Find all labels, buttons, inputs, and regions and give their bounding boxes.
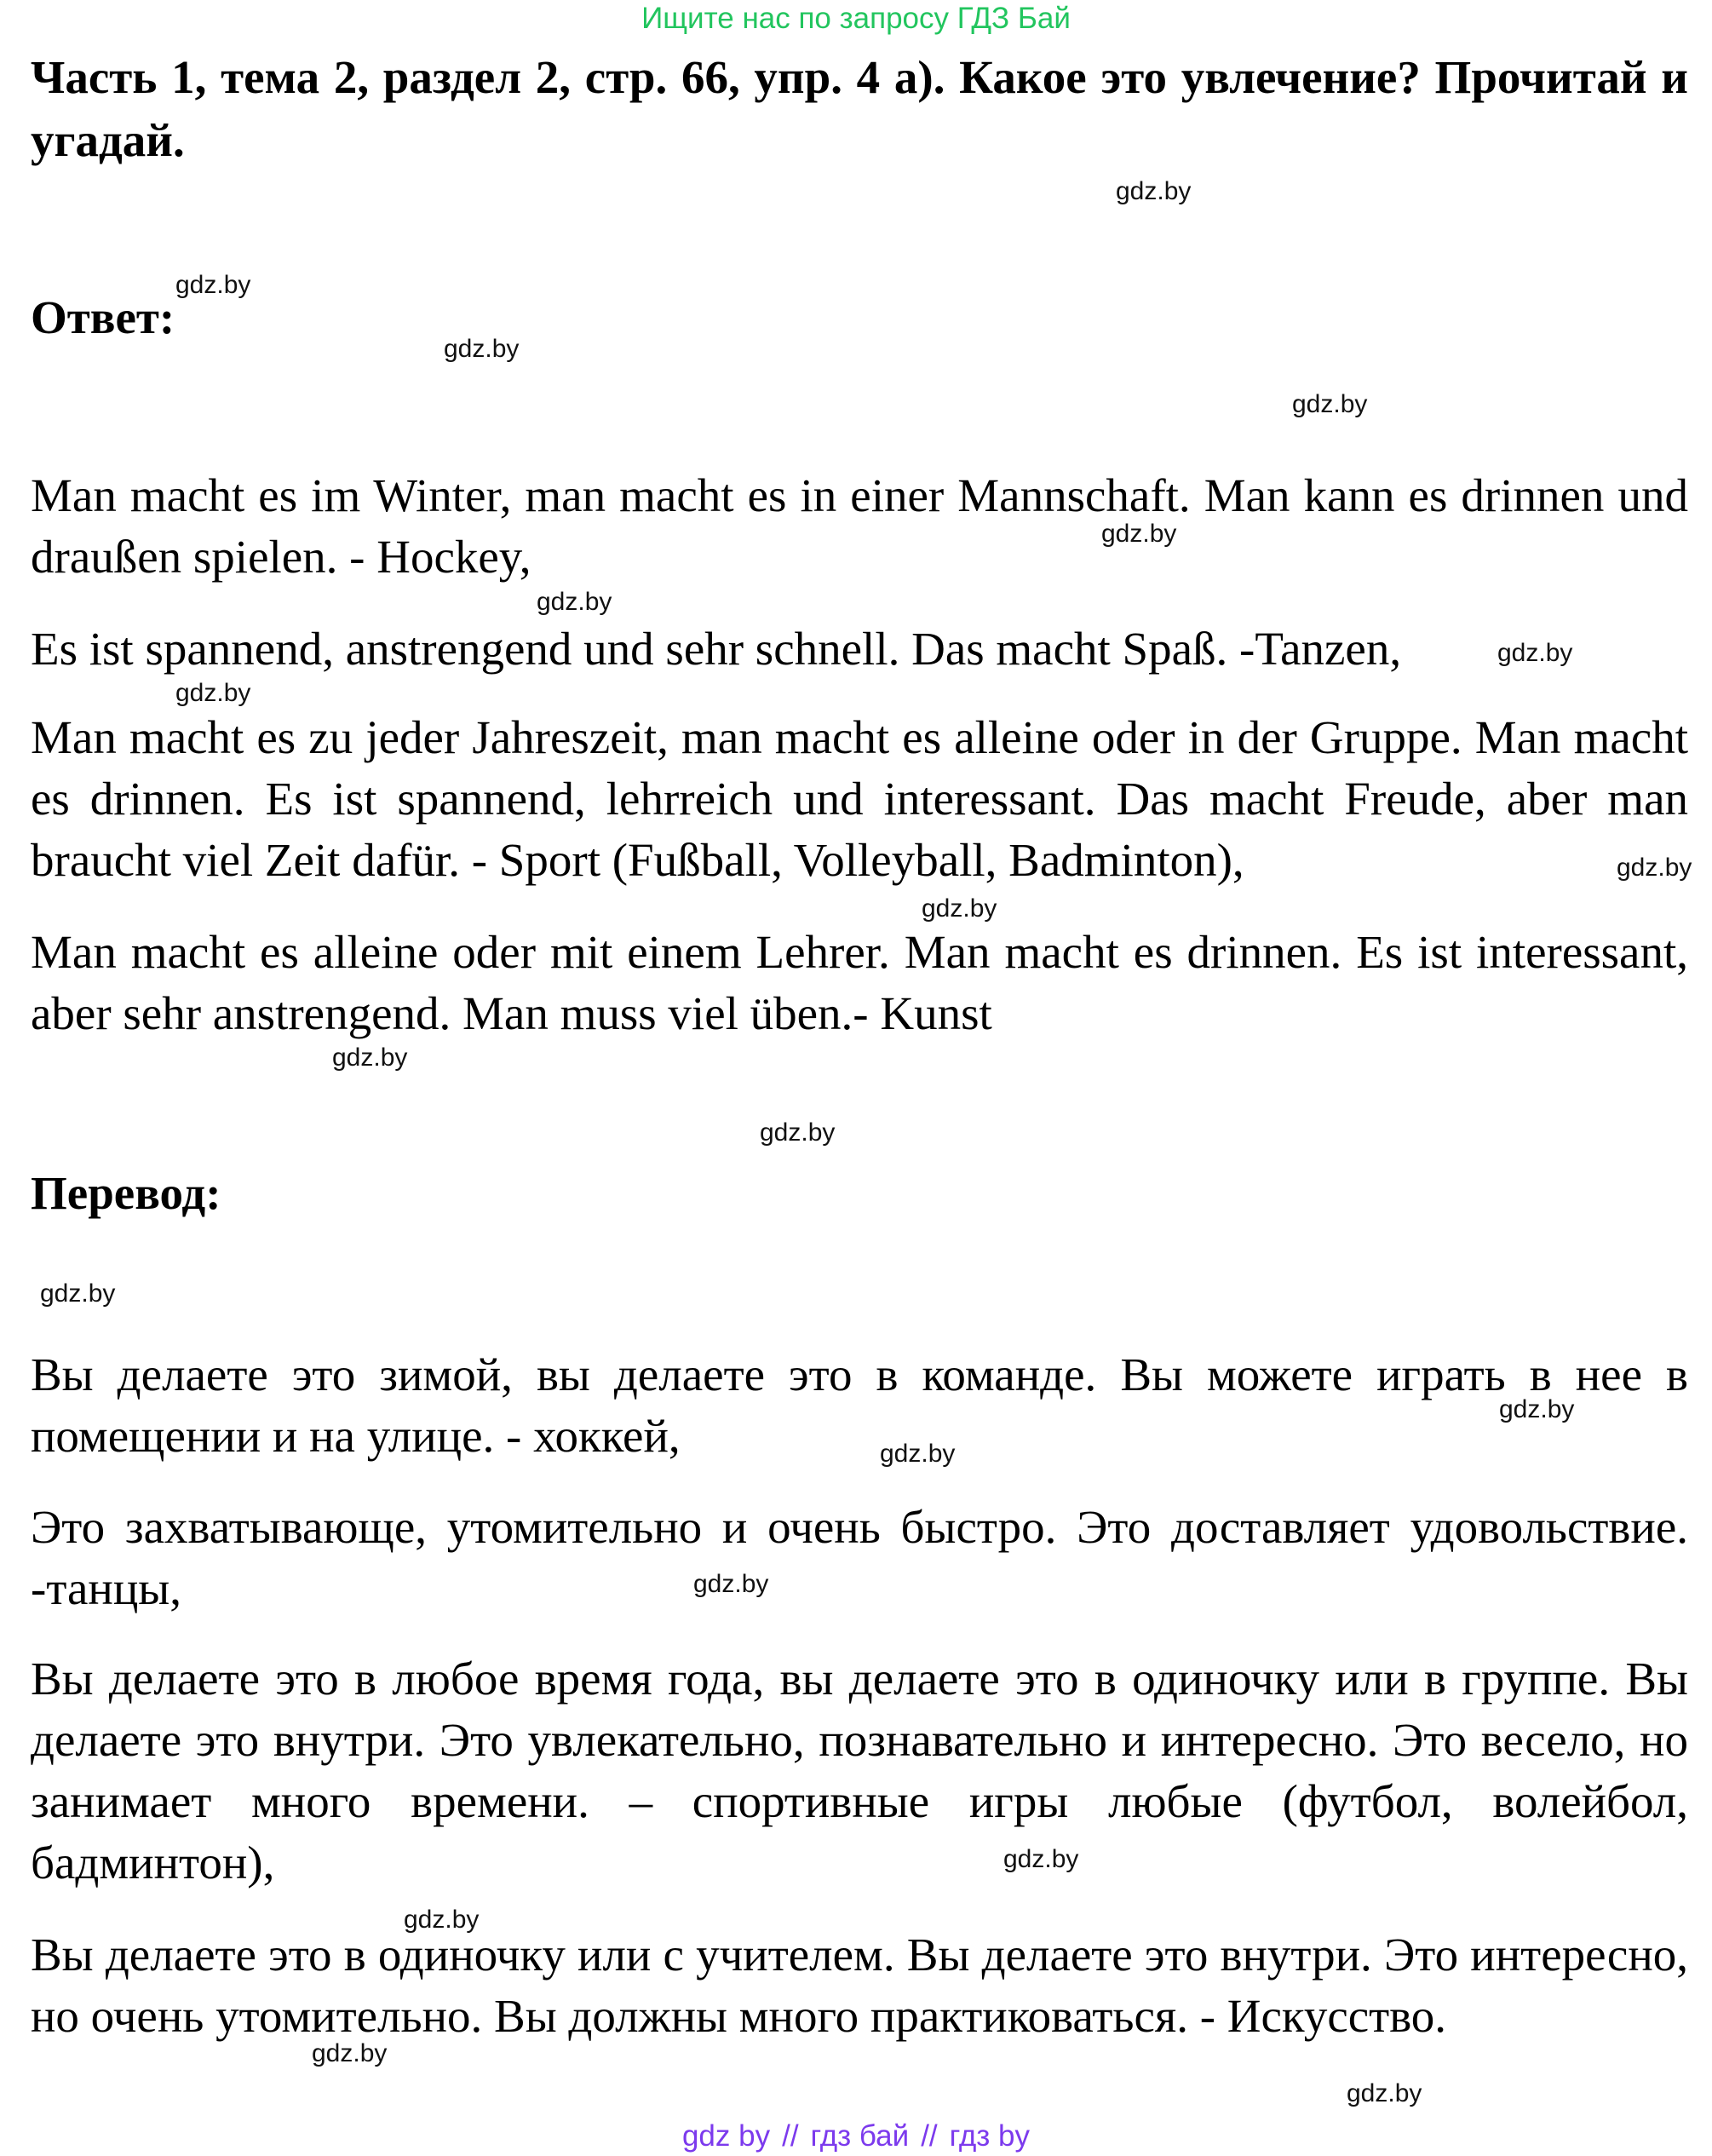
watermark: gdz.by [1497,639,1573,667]
watermark: gdz.by [1499,1395,1575,1423]
watermark: gdz.by [312,2039,388,2067]
watermark: gdz.by [444,335,520,363]
footer-link-gdz-bay[interactable]: гдз бай [810,2119,910,2153]
watermark: gdz.by [1347,2079,1422,2107]
watermark: gdz.by [760,1118,836,1147]
footer-separator: // [782,2119,799,2153]
watermark: gdz.by [1617,854,1692,882]
translation-paragraph-4: Вы делаете это в одиночку или с учителем. Вы делаете это внутри. Это интересно, но очень утомительно. Вы должны много практиковаться. - Искусство. [31,1929,1688,2042]
watermark: gdz.by [1116,177,1192,205]
watermark: gdz.by [332,1044,408,1072]
watermark: gdz.by [175,679,251,707]
footer-separator: // [921,2119,938,2153]
watermark: gdz.by [537,588,612,616]
translation-heading: Перевод: [31,1167,221,1219]
watermark: gdz.by [880,1440,956,1468]
watermark: gdz.by [175,271,251,299]
watermark: gdz.by [693,1570,769,1598]
answer-heading: Ответ: [31,291,175,343]
watermark: gdz.by [40,1279,116,1308]
footer-link-gdz-by[interactable]: gdz by [681,2119,771,2153]
search-banner: Ищите нас по запросу ГДЗ Бай [641,2,1071,35]
answer-paragraph-3: Man macht es zu jeder Jahreszeit, man macht es alleine oder in der Gruppe. Man macht es drinnen. Es ist spannend, lehrreich und interessant. Das macht Freude, aber man braucht viel Zeit dafür. - Sport (Fußball, Volleyball, Badminton), [31,711,1688,886]
footer-link-gdz-by-ru[interactable]: гдз by [949,2119,1031,2153]
answer-paragraph-4: Man macht es alleine oder mit einem Lehrer. Man macht es drinnen. Es ist interessant, aber sehr anstrengend. Man muss viel üben.- Kunst [31,926,1688,1039]
watermark: gdz.by [1292,390,1368,418]
exercise-title: Часть 1, тема 2, раздел 2, стр. 66, упр. 4 а). Какое это увлечение? Прочитай и угадай. [31,51,1688,166]
translation-paragraph-3: Вы делаете это в любое время года, вы делаете это в одиночку или в группе. Вы делаете это внутри. Это увлекательно, познавательно и интересно. Это весело, но занимает много времени. – спортивные игры любые (футбол, волейбол, бадминтон), [31,1653,1688,1889]
watermark: gdz.by [404,1906,480,1934]
watermark: gdz.by [1003,1845,1079,1873]
watermark: gdz.by [922,894,997,923]
footer-links [0,2119,1712,2153]
translation-paragraph-1: Вы делаете это зимой, вы делаете это в команде. Вы можете играть в нее в помещении и на улице. - хоккей, [31,1348,1688,1462]
answer-paragraph-2: Es ist spannend, anstrengend und sehr schnell. Das macht Spaß. -Tanzen, [31,623,1402,675]
watermark: gdz.by [1101,520,1177,548]
translation-paragraph-2: Это захватывающе, утомительно и очень быстро. Это доставляет удовольствие. -танцы, [31,1501,1688,1614]
answer-paragraph-1: Man macht es im Winter, man macht es in einer Mannschaft. Man kann es drinnen und draußen spielen. - Hockey, [31,469,1688,583]
